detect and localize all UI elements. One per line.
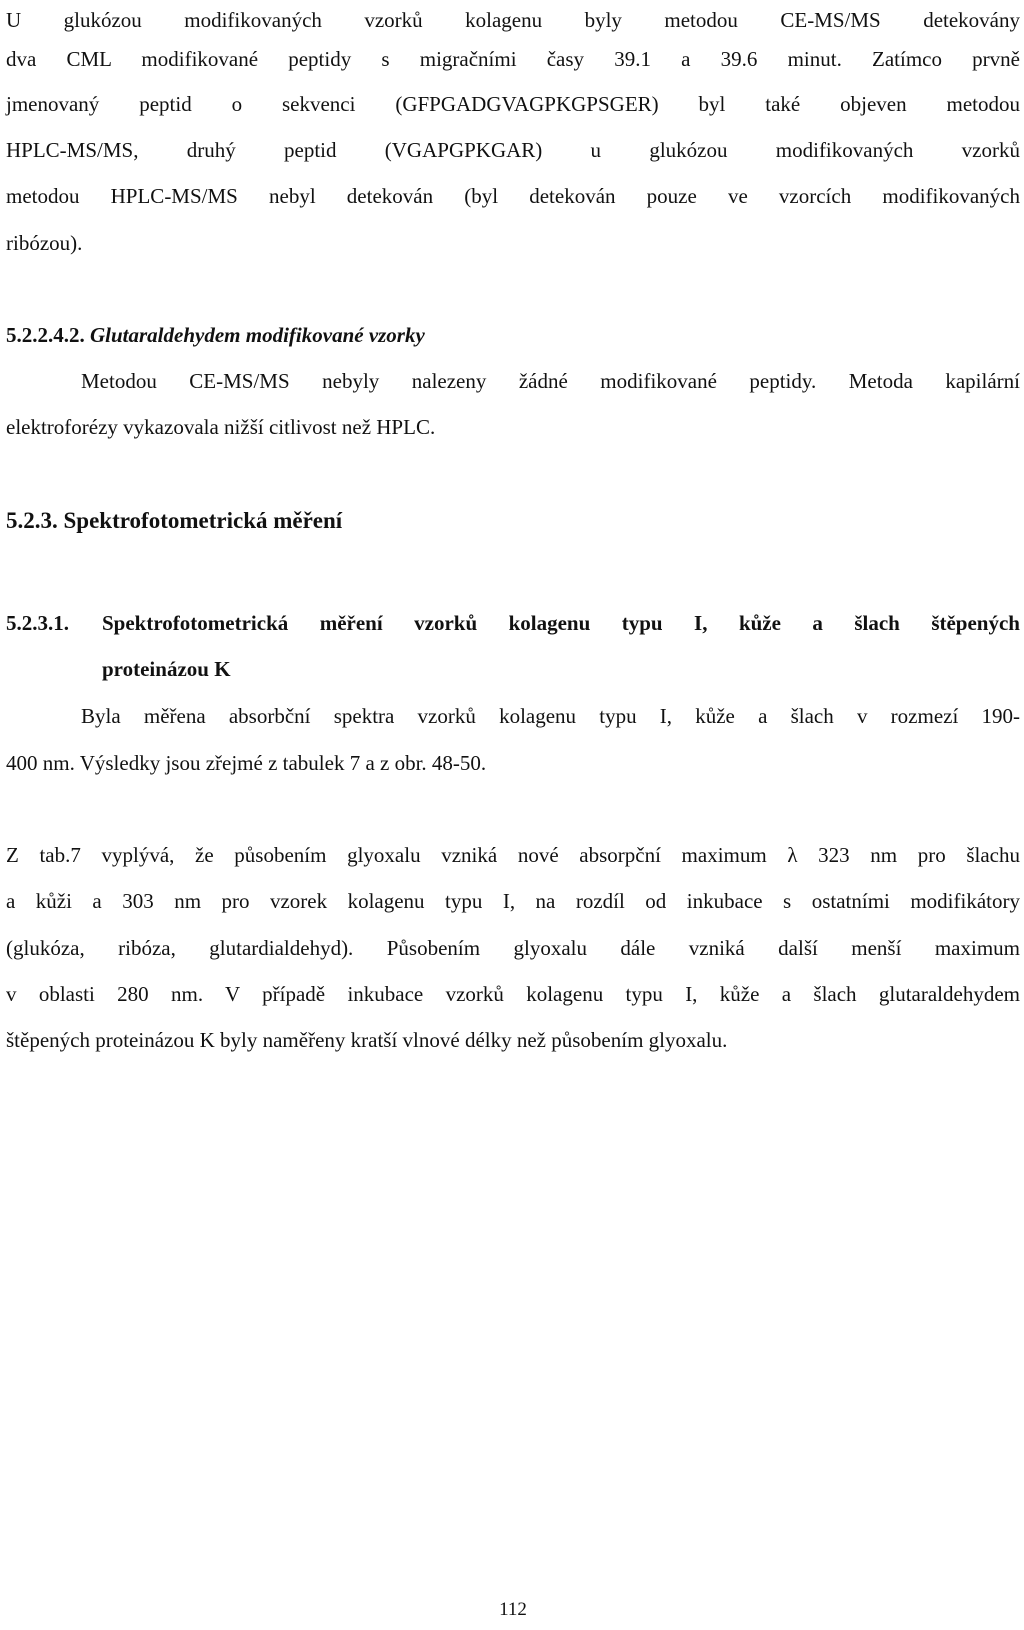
body-text-line: (glukóza, ribóza, glutardialdehyd). Působením glyoxalu dále vzniká další menší maximum <box>6 936 1020 960</box>
body-text-line: Metodou CE-MS/MS nebyly nalezeny žádné modifikované peptidy. Metoda kapilární <box>81 369 1020 393</box>
body-text-line: HPLC-MS/MS, druhý peptid (VGAPGPKGAR) u glukózou modifikovaných vzorků <box>6 138 1020 162</box>
subsection-title: Spektrofotometrická měření vzorků kolagenu typu I, kůže a šlach štěpených <box>102 611 1020 635</box>
body-text-line: dva CML modifikované peptidy s migračními časy 39.1 a 39.6 minut. Zatímco prvně <box>6 47 1020 71</box>
body-text-line: a kůži a 303 nm pro vzorek kolagenu typu I, na rozdíl od inkubace s ostatními modifikátory <box>6 889 1020 913</box>
subsection-number: 5.2.3.1. <box>6 611 69 635</box>
body-text-line: elektroforézy vykazovala nižší citlivost než HPLC. <box>6 415 436 439</box>
body-text-line: jmenovaný peptid o sekvenci (GFPGADGVAGPKGPSGER) byl také objeven metodou <box>6 92 1020 116</box>
body-text-line: v oblasti 280 nm. V případě inkubace vzorků kolagenu typu I, kůže a šlach glutaraldehydem <box>6 982 1020 1006</box>
body-text-line: metodou HPLC-MS/MS nebyl detekován (byl detekován pouze ve vzorcích modifikovaných <box>6 184 1020 208</box>
body-text-line: ribózou). <box>6 231 83 255</box>
body-text-line: štěpených proteinázou K byly naměřeny kratší vlnové délky než působením glyoxalu. <box>6 1028 728 1052</box>
body-text-line: 400 nm. Výsledky jsou zřejmé z tabulek 7 a z obr. 48-50. <box>6 751 487 775</box>
subsection-heading <box>6 322 1020 348</box>
subsection-title: Glutaraldehydem modifikované vzorky <box>90 323 425 347</box>
page-number: 112 <box>499 1599 527 1620</box>
section-heading: 5.2.3. Spektrofotometrická měření <box>6 508 343 533</box>
subsection-number: 5.2.2.4.2. <box>6 323 85 347</box>
document-page <box>6 0 1020 1630</box>
body-text-line: Byla měřena absorbční spektra vzorků kolagenu typu I, kůže a šlach v rozmezí 190- <box>81 704 1020 728</box>
body-text-line: Z tab.7 vyplývá, že působením glyoxalu vzniká nové absorpční maximum λ 323 nm pro šlachu <box>6 843 1020 867</box>
body-text-line: U glukózou modifikovaných vzorků kolagenu byly metodou CE-MS/MS detekovány <box>6 8 1020 32</box>
subsection-title-continued: proteinázou K <box>102 657 231 681</box>
